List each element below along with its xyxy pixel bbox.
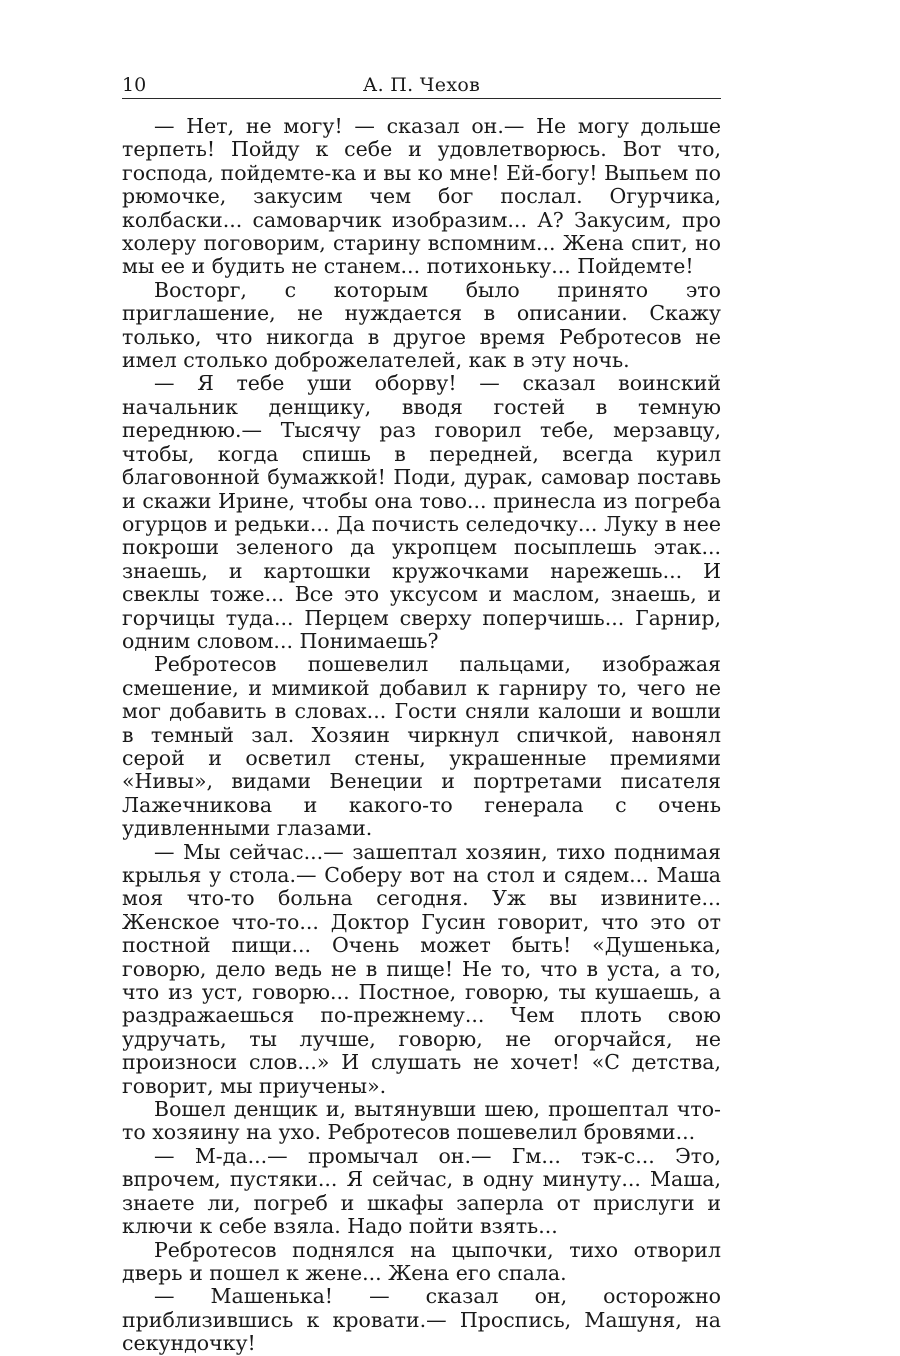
page-header — [122, 74, 721, 99]
paragraph: Ребротесов поднялся на цыпочки, тихо отворил дверь и пошел к жене... Жена его спала. — [122, 1237, 721, 1285]
paragraph: — Нет, не могу! — сказал он.— Не могу дольше терпеть! Пойду к себе и удовлетворюсь. Вот что, господа, пойдемте-ка и вы ко мне! Ей-богу! Выпьем по рюмочке, закусим чем бог послал. Огурчика, колбаски... самоварчик изобразим... А? Закусим, про холеру поговорим, старину вспомним... Жена спит, но мы ее и будить не станем... потихоньку... Пойдемте! — [122, 114, 721, 279]
paragraph: Вошел денщик и, вытянувши шею, прошептал что-то хозяину на ухо. Ребротесов пошевелил бровями... — [122, 1097, 721, 1145]
paragraph: — М-да...— промычал он.— Гм... тэк-с... Это, впрочем, пустяки... Я сейчас, в одну минуту... Маша, знаете ли, погреб и шкафы заперла от прислуги и ключи к себе взяла. Надо пойти взять... — [122, 1143, 721, 1239]
page-number: 10 — [122, 74, 147, 96]
paragraph: Восторг, с которым было принято это приглашение, не нуждается в описании. Скажу только, что никогда в другое время Ребротесов не имел столько доброжелателей, как в эту ночь. — [122, 277, 721, 373]
main-text — [122, 115, 721, 1356]
paragraph: — Машенька! — сказал он, осторожно приблизившись к кровати.— Проспись, Машуня, на секундочку! — [122, 1284, 721, 1356]
paragraph: — Мы сейчас...— зашептал хозяин, тихо поднимая крылья у стола.— Соберу вот на стол и сядем... Маша моя что-то больна сегодня. Уж вы извините... Женское что-то... Доктор Гусин говорит, что это от постной пищи... Очень может быть! «Душенька, говорю, дело ведь не в пище! Не то, что в уста, а то, что из уст, говорю... Постное, говорю, ты кушаешь, а раздражаешься по-прежнему... Чем плоть свою удручать, ты лучше, говорю, не огорчайся, не произноси слов...» И слушать не хочет! «С детства, говорит, мы приучены». — [122, 839, 721, 1098]
paragraph: — Я тебе уши оборву! — сказал воинский начальник денщику, вводя гостей в темную переднюю.— Тысячу раз говорил тебе, мерзавцу, чтобы, когда спишь в передней, всегда курил благовонной бумажкой! Поди, дурак, самовар поставь и скажи Ирине, чтобы она тово... принесла из погреба огурцов и редьки... Да почисть селедочку... Луку в нее покроши зеленого да укропцем посыплешь этак... знаешь, и картошки кружочками нарежешь... И свеклы тоже... Все это уксусом и маслом, знаешь, и горчицы туда... Перцем сверху поперчишь... Гарнир, одним словом... Понимаешь? — [122, 371, 721, 653]
paragraph: Ребротесов пошевелил пальцами, изображая смешение, и мимикой добавил к гарниру то, чего не мог добавить в словах... Гости сняли калоши и вошли в темный зал. Хозяин чиркнул спичкой, навонял серой и осветил стены, украшенные премиями «Нивы», видами Венеции и портретами писателя Лажечникова и какого-то генерала с очень удивленными глазами. — [122, 652, 721, 841]
running-head-author: А. П. Чехов — [362, 74, 481, 96]
